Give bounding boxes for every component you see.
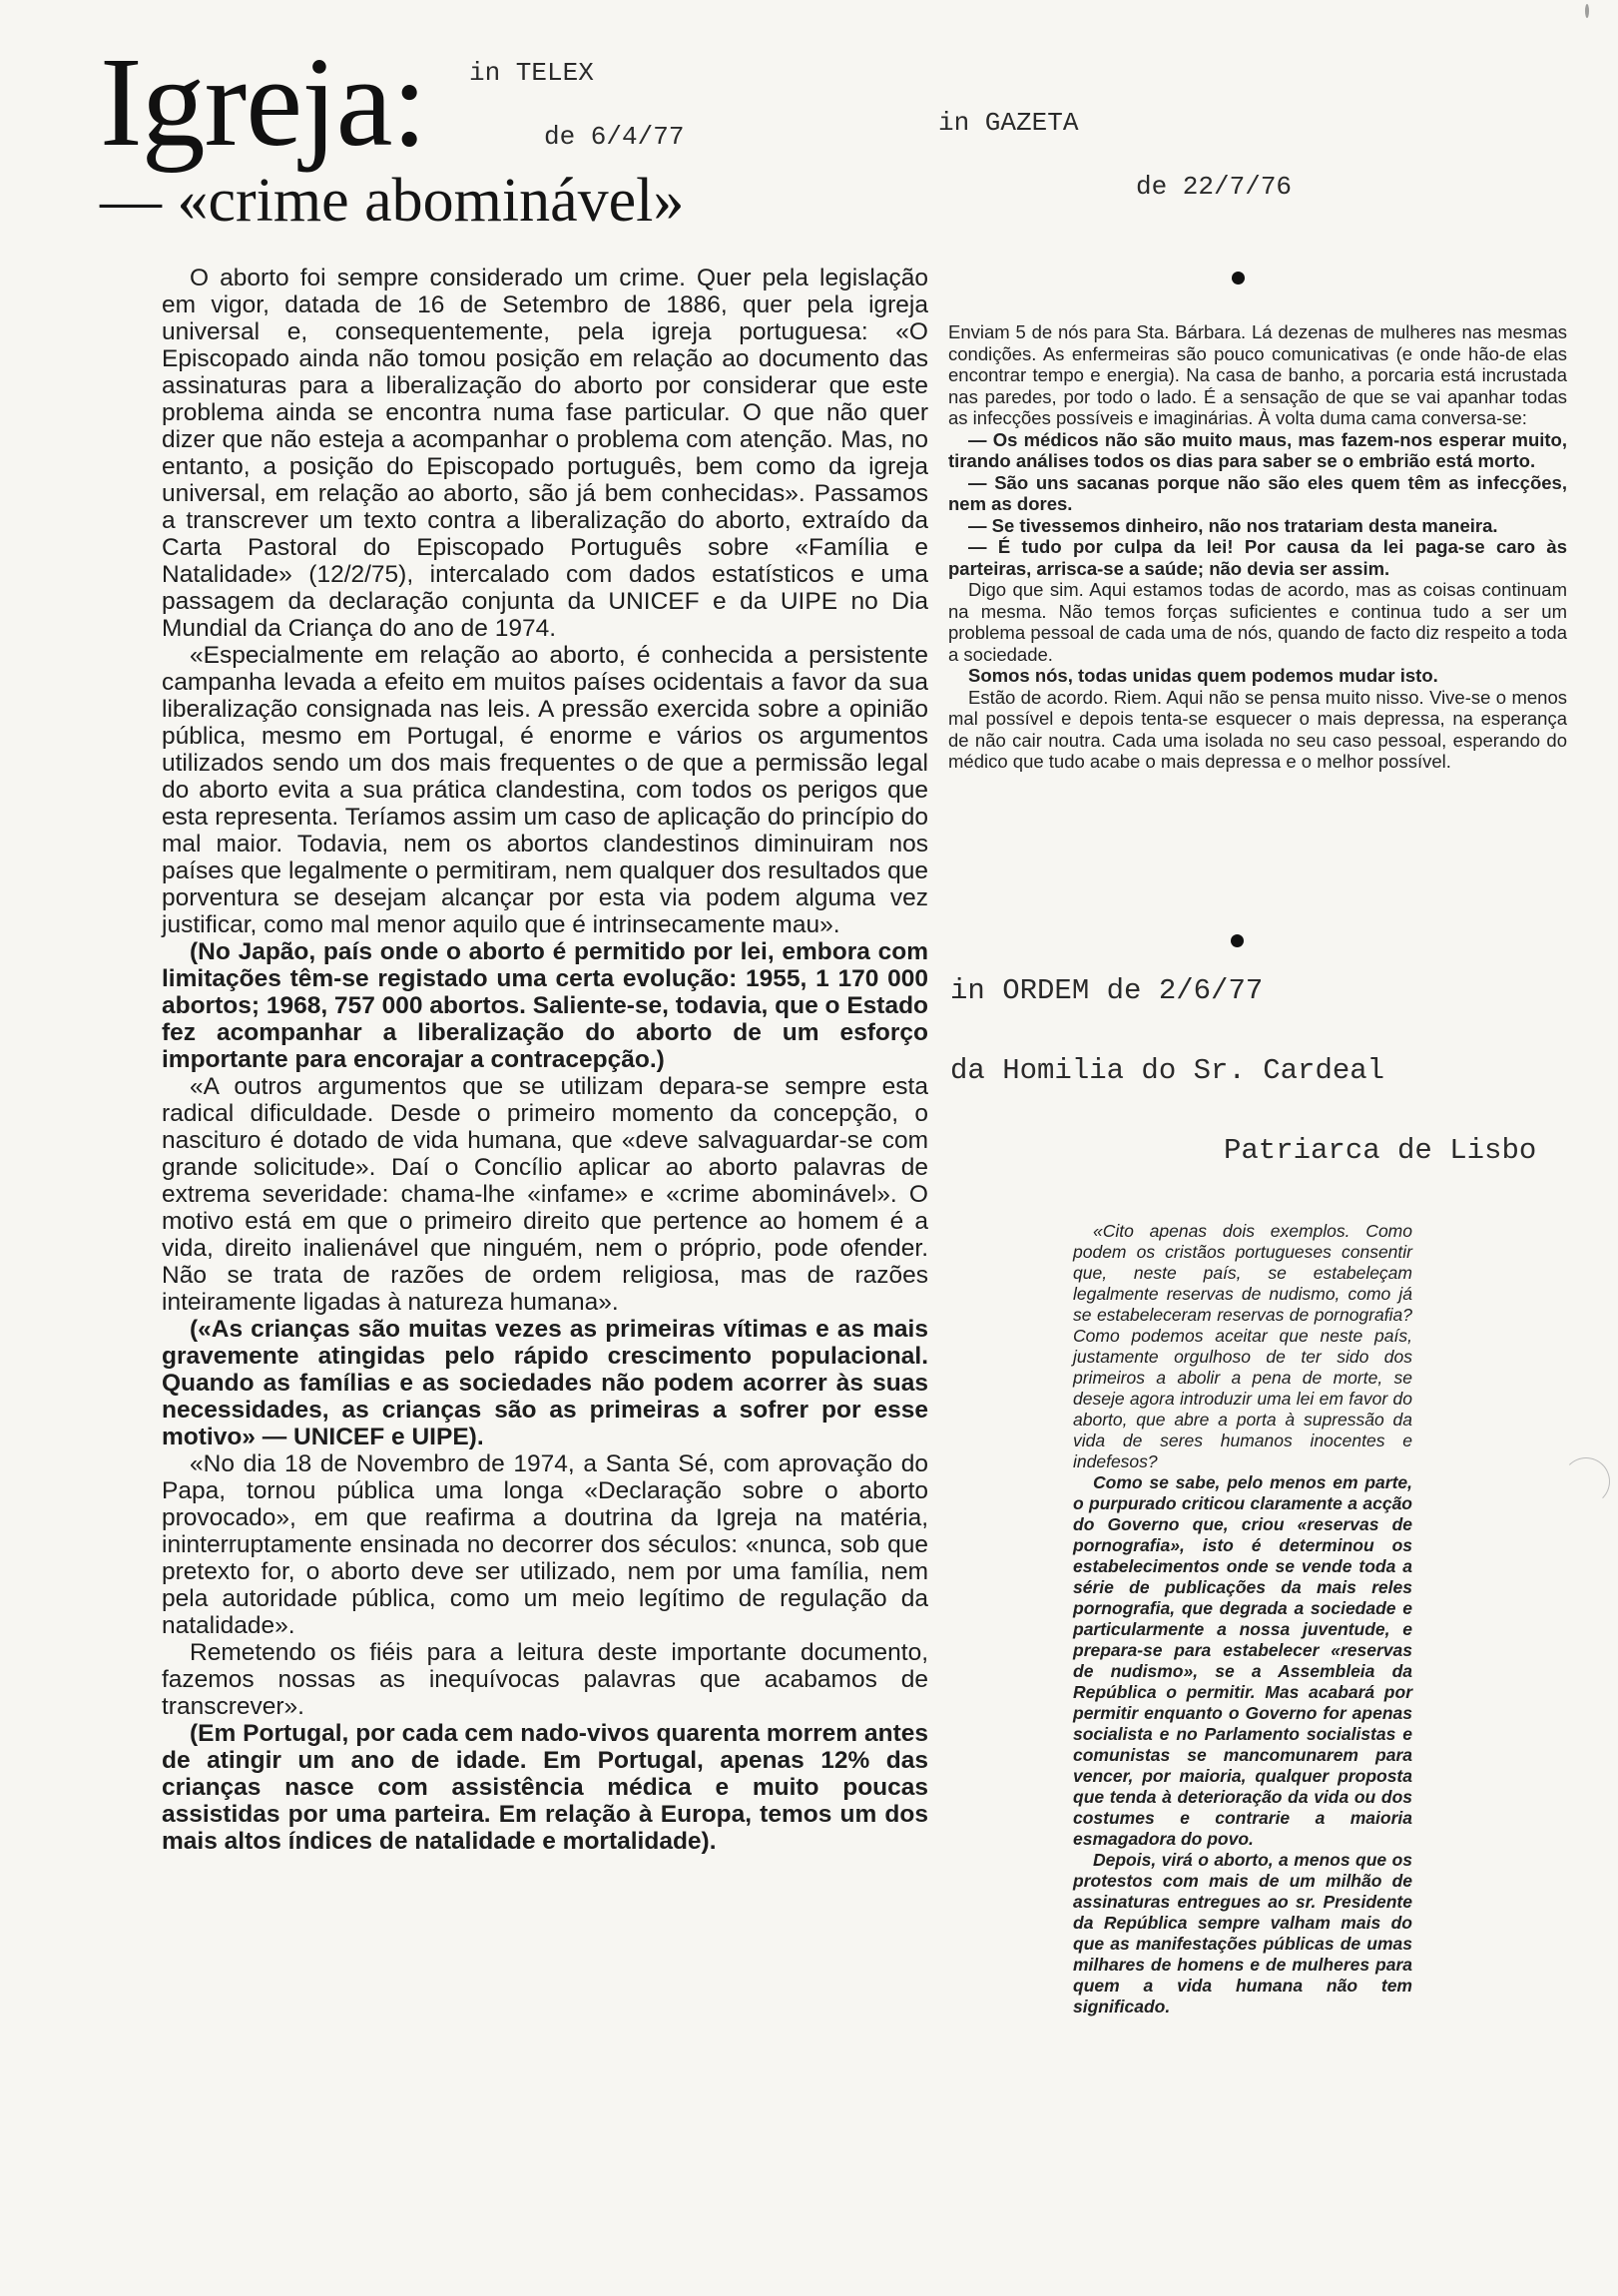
paragraph: Digo que sim. Aqui estamos todas de acordo, mas as coisas continuam na mesma. Não temos forças suficientes e continua tudo a ser um problema pessoal de cada uma de nós, quando de facto diz respeito a toda a sociedade. [948, 579, 1567, 665]
source-gazeta-label: in GAZETA [938, 108, 1079, 138]
paragraph: «No dia 18 de Novembro de 1974, a Santa Sé, com aprovação do Papa, tornou pública uma longa «Declaração sobre o aborto provocado», em que reafirma a doutrina da Igreja na matéria, ininterruptamente ensinada no decorrer dos séculos: «nunca, sob que pretexto for, o aborto deve ser utilizado, nem por uma família, nem pela autoridade pública, como um meio legítimo de regulação da natalidade». [162, 1450, 928, 1639]
source-ordem-homily: da Homilia do Sr. Cardeal [950, 1054, 1385, 1087]
paragraph: Remetendo os fiéis para a leitura deste importante documento, fazemos nossas as inequívocas palavras que acabamos de transcrever». [162, 1639, 928, 1720]
paragraph: «A outros argumentos que se utilizam depara-se sempre esta radical dificuldade. Desde o primeiro momento da concepção, o nascituro é dotado de vida humana, que «deve salvaguardar-se com grande solicitude». Daí o Concílio aplicar ao aborto palavras de extrema severidade: chama-lhe «infame» e «crime abominável». O motivo está em que o primeiro direito que pertence ao homem é a vida, direito inalienável que ninguém, nem o próprio, pode ofender. Não se trata de razões de ordem religiosa, mas de razões inteiramente ligadas à natureza humana». [162, 1073, 928, 1316]
paragraph: Depois, virá o aborto, a menos que os protestos com mais de um milhão de assinaturas entregues ao sr. Presidente da República sempre valham mais do que as manifestações públicas de umas milhares de homens e de mulheres para quem a vida humana não tem significado. [1073, 1850, 1412, 2016]
punch-hole-mark [1562, 1457, 1610, 1505]
paragraph: (Em Portugal, por cada cem nado-vivos quarenta morrem antes de atingir um ano de idade. Em Portugal, apenas 12% das crianças nasce com assistência médica e muito poucas assistidas por uma parteira. Em relação à Europa, temos um dos mais altos índices de natalidade e mortalidade). [162, 1720, 928, 1855]
paragraph: («As crianças são muitas vezes as primeiras vítimas e as mais gravemente atingidas pelo rápido crescimento populacional. Quando as famílias e as sociedades não podem acorrer às suas necessidades, as crianças são as primeiras a sofrer por esse motivo» — UNICEF e UIPE). [162, 1316, 928, 1450]
source-ordem-date: in ORDEM de 2/6/77 [950, 974, 1264, 1007]
headline-title: Igreja: [100, 31, 426, 173]
paragraph: O aborto foi sempre considerado um crime. Quer pela legislação em vigor, datada de 16 de Setembro de 1886, quer pela igreja universal e, consequentemente, pela igreja portuguesa: «O Episcopado ainda não tomou posição em relação ao documento das assinaturas para a liberalização do aborto por considerar que este problema ainda se encontra numa fase particular. O que não quer dizer que não esteja a acompanhar o problema com atenção. Mas, no entanto, a posição do Episcopado português, bem como da igreja universal, em relação ao aborto, são já bem conhecidas». Passamos a transcrever um texto contra a liberalização do aborto, extraído da Carta Pastoral do Episcopado Português sobre «Família e Natalidade» (12/2/75), intercalado com dados estatísticos e uma passagem da declaração conjunta da UNICEF e da UIPE no Dia Mundial da Criança do ano de 1974. [162, 265, 928, 642]
paragraph: — Os médicos não são muito maus, mas fazem-nos esperar muito, tirando análises todos os dias para saber se o embrião está morto. [948, 428, 1567, 471]
headline-subtitle: — «crime abominável» [100, 167, 685, 235]
article-gazeta [948, 321, 1567, 773]
scan-speck [1585, 4, 1589, 18]
paragraph: Enviam 5 de nós para Sta. Bárbara. Lá dezenas de mulheres nas mesmas condições. As enfermeiras são pouco comunicativas (e onde hão-de elas encontrar tempo e energia). Na casa de banho, a porcaria está incrustada nas paredes, por todo o lado. É a sensação de que se vai apanhar todas as infecções possíveis e imaginárias. À volta duma cama conversa-se: [948, 321, 1567, 428]
source-telex-date: de 6/4/77 [544, 122, 685, 152]
paragraph: Estão de acordo. Riem. Aqui não se pensa muito nisso. Vive-se o menos mal possível e depois tenta-se esquecer o mais depressa, na esperança de não cair noutra. Cada uma isolada no seu caso pessoal, esperando do médico que tudo acabe o mais depressa e o melhor possível. [948, 686, 1567, 772]
paragraph: — Se tivessemos dinheiro, não nos tratariam desta maneira. [968, 514, 1498, 536]
paragraph: «Cito apenas dois exemplos. Como podem os cristãos portugueses consentir que, neste país, se estabeleçam legalmente reservas de nudismo, como já se estabeleceram reservas de pornografia? Como podemos aceitar que neste país, justamente orgulhoso de ter sido dos primeiros a abolir a pena de morte, se deseje agora introduzir uma lei em favor do aborto, que abre a porta à supressão da vida de seres humanos inocentes e indefesos? [1073, 1221, 1412, 1471]
paragraph: — É tudo por culpa da lei! Por causa da lei paga-se caro às parteiras, arrisca-se a saúde; não devia ser assim. [948, 536, 1567, 579]
bullet-dot [1232, 272, 1245, 285]
paragraph: (No Japão, país onde o aborto é permitido por lei, embora com limitações têm-se registado uma certa evolução: 1955, 1 170 000 abortos; 1968, 757 000 abortos. Saliente-se, todavia, que o Estado fez acompanhar a liberalização do aborto de um esforço importante para encorajar a contracepção.) [162, 938, 928, 1073]
source-ordem-author: Patriarca de Lisbo [1224, 1134, 1537, 1167]
article-left [162, 265, 928, 1855]
paragraph: Como se sabe, pelo menos em parte, o purpurado criticou claramente a acção do Governo que, criou «reservas de pornografia», isto é determinou os estabelecimentos onde se vende toda a série de publicações da mais reles pornografia, que degrada a sociedade e particularmente a nossa juventude, e prepara-se para estabelecer «reservas de nudismo», se a Assembleia da República o permitir. Mas acabará por permitir enquanto o Governo for apenas socialista e no Parlamento socialistas e comunistas se mancomunarem para vencer, por maioria, qualquer proposta que tenda à deterioração da vida ou dos costumes e contrarie a maioria esmagadora do povo. [1073, 1472, 1412, 1849]
paragraph: Somos nós, todas unidas quem podemos mudar isto. [968, 665, 1438, 686]
source-gazeta-date: de 22/7/76 [1136, 172, 1293, 202]
article-homilia [1073, 1221, 1412, 2017]
paragraph: «Especialmente em relação ao aborto, é conhecida a persistente campanha levada a efeito em muitos países ocidentais a favor da sua liberalização consignada nas leis. A pressão exercida sobre a opinião pública, mesmo em Portugal, é enorme e vários os argumentos utilizados sendo um dos mais frequentes o de que a permissão legal do aborto evita a sua prática clandestina, com todos os perigos que esta representa. Teríamos assim um caso de aplicação do princípio do mal maior. Todavia, nem os abortos clandestinos diminuiram nos países que legalmente o permitiram, nem qualquer dos resultados que porventura se desejam alcançar por esta via podem alguma vez justificar, como mal menor aquilo que é intrinsecamente mau». [162, 642, 928, 938]
paragraph: — São uns sacanas porque não são eles quem têm as infecções, nem as dores. [948, 471, 1567, 514]
bullet-dot [1231, 934, 1244, 947]
source-telex-label: in TELEX [469, 58, 594, 88]
